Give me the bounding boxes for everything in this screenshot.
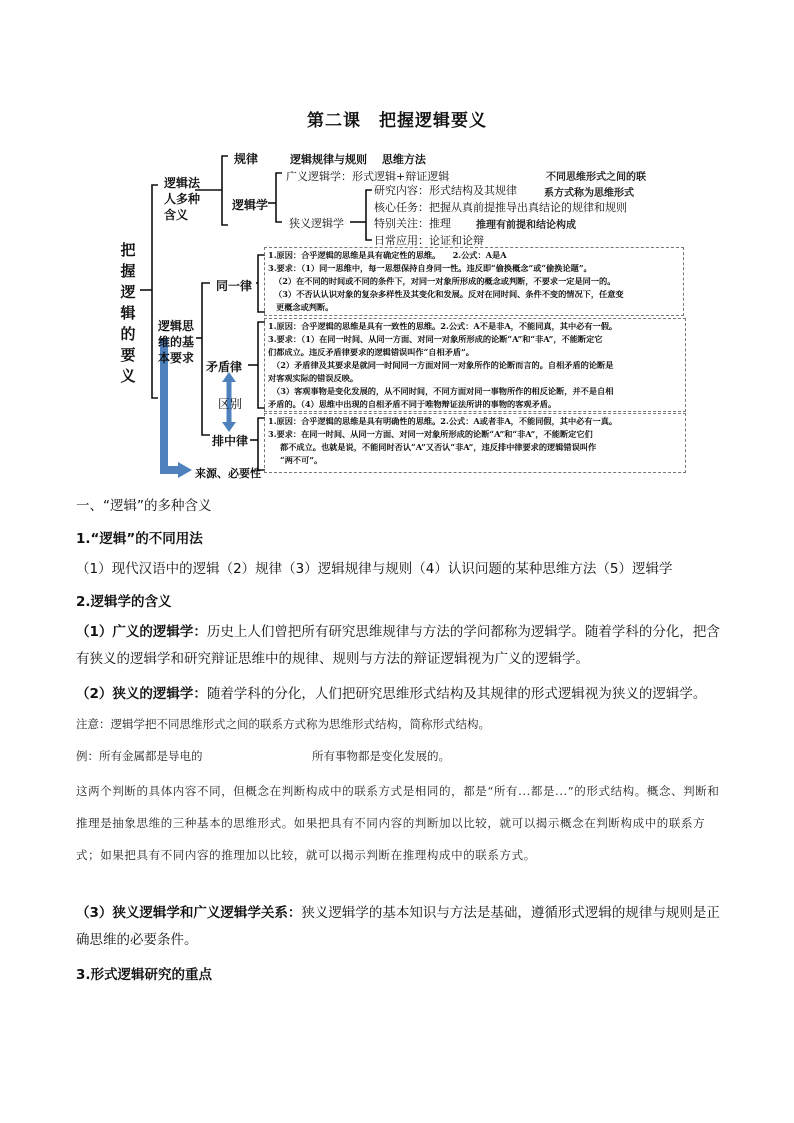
branch-label-line: 逻辑思 <box>158 319 195 333</box>
note-structure: 注意：逻辑学把不同思维形式之间的联系方式称为思维形式结构，简称形式结构。 <box>76 717 490 731</box>
branch-luojisiwei <box>158 318 194 366</box>
page-title: 第二课 把握逻辑要义 <box>307 111 487 131</box>
rule-line: 对客观实际的错误反映。 <box>268 373 359 383</box>
branch-label-line: 维的基 <box>158 335 195 349</box>
root-char: 逻 <box>120 283 136 301</box>
rule-line: 们都成立。违反矛盾律要求的逻辑错误叫作“自相矛盾”。 <box>268 347 474 357</box>
xiayi-item: 核心任务：把握从真前提推导出真结论的规律和规则 <box>374 200 627 214</box>
node-luojixue: 逻辑学 <box>232 198 269 212</box>
rule-line: 1.原因：合乎逻辑的思维是具有确定性的思维。 2.公式：A是A <box>268 250 507 260</box>
xiayi-item: 研究内容：形式结构及其规律 <box>374 184 517 197</box>
tongyilv-text <box>268 249 624 314</box>
branch-luojifa <box>164 175 200 223</box>
rule-line: （2）在不同的时间或不同的条件下，对同一对象所形成的概念或判断，不要求一定是同一的。 <box>274 276 616 286</box>
rule-line: 都不成立。也就是说，不能同时否认“A”又否认“非A”，违反排中律要求的逻辑错误叫作 <box>280 442 597 452</box>
arrow-label: 来源、必要性 <box>195 467 261 480</box>
paragraph-text: 历史上人们曾把所有研究思维规律与方法的学问都称为逻辑学。随着学科的分化，把含有狭义的逻辑学和研究辩证思维中的规律、规则与方法的辩证逻辑视为广义的逻辑学。 <box>76 624 720 667</box>
root-char: 的 <box>120 325 136 343</box>
guangyi-note-1: 不同思维形式之间的联 <box>546 172 646 183</box>
rule-line: （3）客观事物是变化发展的，从不同时间，不同方面对同一事物所作的相反论断，并不是自相 <box>272 386 614 396</box>
section-heading-1: 一、“逻辑”的多种含义 <box>76 498 212 514</box>
node-guilv-items: 逻辑规律与规则 思维方法 <box>290 153 426 166</box>
node-guilv: 规律 <box>234 152 259 166</box>
rule-line: 更概念或判断。 <box>276 302 334 312</box>
xiayi-item: 特别关注：推理 <box>374 217 451 230</box>
node-qubie: 区别 <box>218 397 243 411</box>
node-paizhonglv: 排中律 <box>212 434 249 448</box>
branch-label-line: 含义 <box>164 208 189 222</box>
note-example-b: 所有事物都是变化发展的。 <box>312 749 450 763</box>
paizhonglv-text <box>268 415 617 467</box>
paragraph-guangyi <box>76 619 726 673</box>
paragraph-xiayi <box>76 681 726 708</box>
rule-line: （3）不否认认识对象的复杂多样性及其变化和发展。反对在同时间、条件不变的情况下，任意变 <box>274 289 624 299</box>
paragraph-usages: （1）现代汉语中的逻辑（2）规律（3）逻辑规律与规则（4）认识问题的某种思维方法（5）逻辑学 <box>76 561 673 577</box>
paragraph-text: 随着学科的分化，人们把研究思维形式结构及其规律的形式逻辑视为狭义的逻辑学。 <box>206 686 707 702</box>
root-char: 握 <box>120 262 136 280</box>
branch-label-line: 逻辑法 <box>164 176 201 190</box>
note-example-a: 例：所有金属都是导电的 <box>76 749 203 763</box>
root-char: 要 <box>120 346 136 364</box>
paragraph-text: 狭义逻辑学的基本知识与方法是基础，遵循形式逻辑的规律与规则是正确思维的必要条件。 <box>76 905 720 948</box>
rule-line: 矛盾的。（4）思维中出现的自相矛盾不同于唯物辩证法所讲的事物的客观矛盾。 <box>268 399 557 409</box>
rule-line: （2）矛盾律及其要求是就同一时间同一方面对同一对象所作的论断而言的。自相矛盾的论断是 <box>272 360 614 370</box>
node-tongyilv: 同一律 <box>216 279 253 293</box>
root-char: 义 <box>120 367 136 385</box>
paragraph-label: （1）广义的逻辑学： <box>76 624 207 640</box>
paragraph-label: （2）狭义的逻辑学： <box>76 686 207 702</box>
rule-line: 3.要求：在同一时间、从同一方面、对同一对象所形成的论断“A”和“非A”，不能断定它们 <box>268 429 593 439</box>
tuili-note: 推理有前提和结论构成 <box>476 220 576 231</box>
maodunlv-text <box>268 320 617 411</box>
rule-line: 3.要求：（1）在同一时间、从同一方面、对同一对象所形成的论断“A”和“非A”，不能断定它 <box>268 334 603 344</box>
rule-line: 1.原因：合乎逻辑的思维是具有一致性的思维。2.公式：A不是非A，不能同真，其中必有一假。 <box>268 321 618 331</box>
paragraph-relation <box>76 900 726 954</box>
note-explanation: 这两个判断的具体内容不同，但概念在判断构成中的联系方式是相同的，都是“所有...都是...”的形式结构。概念、判断和推理是抽象思维的三种基本的思维形式。如果把具有不同内容的判断加以比较，就可以揭示概念在判断构成中的联系方式；如果把具有不同内容的推理加以比较，就可以揭示判断在推理构成中的联系方式。 <box>76 784 720 862</box>
branch-label-line: 人多种 <box>164 192 201 206</box>
branch-label-line: 本要求 <box>158 351 195 365</box>
root-char: 辑 <box>120 304 136 322</box>
mindmap-root <box>118 240 138 387</box>
paragraph-label: （3）狭义逻辑学和广义逻辑学关系： <box>76 905 302 921</box>
node-xiayi: 狭义逻辑学 <box>289 217 344 230</box>
subsection-heading-3: 3.形式逻辑研究的重点 <box>76 967 213 983</box>
root-char: 把 <box>120 241 136 259</box>
rule-line: 3.要求：（1）同一思维中，每一思想保持自身同一性。违反即“偷换概念”或“偷换论题”。 <box>268 263 592 273</box>
xiayi-item: 日常应用：论证和论辩 <box>374 233 484 247</box>
node-guangyi: 广义逻辑学：形式逻辑+辩证逻辑 <box>286 170 450 183</box>
node-maodunlv: 矛盾律 <box>206 360 243 374</box>
guangyi-note-2: 系方式称为思维形式 <box>544 188 634 199</box>
subsection-heading-1: 1.“逻辑”的不同用法 <box>76 531 203 547</box>
subsection-heading-2: 2.逻辑学的含义 <box>76 594 172 610</box>
rule-line: “两不可”。 <box>280 455 323 465</box>
rule-line: 1.原因：合乎逻辑的思维是具有明确性的思维。2.公式：A或者非A，不能同假，其中必有一真。 <box>268 416 618 426</box>
